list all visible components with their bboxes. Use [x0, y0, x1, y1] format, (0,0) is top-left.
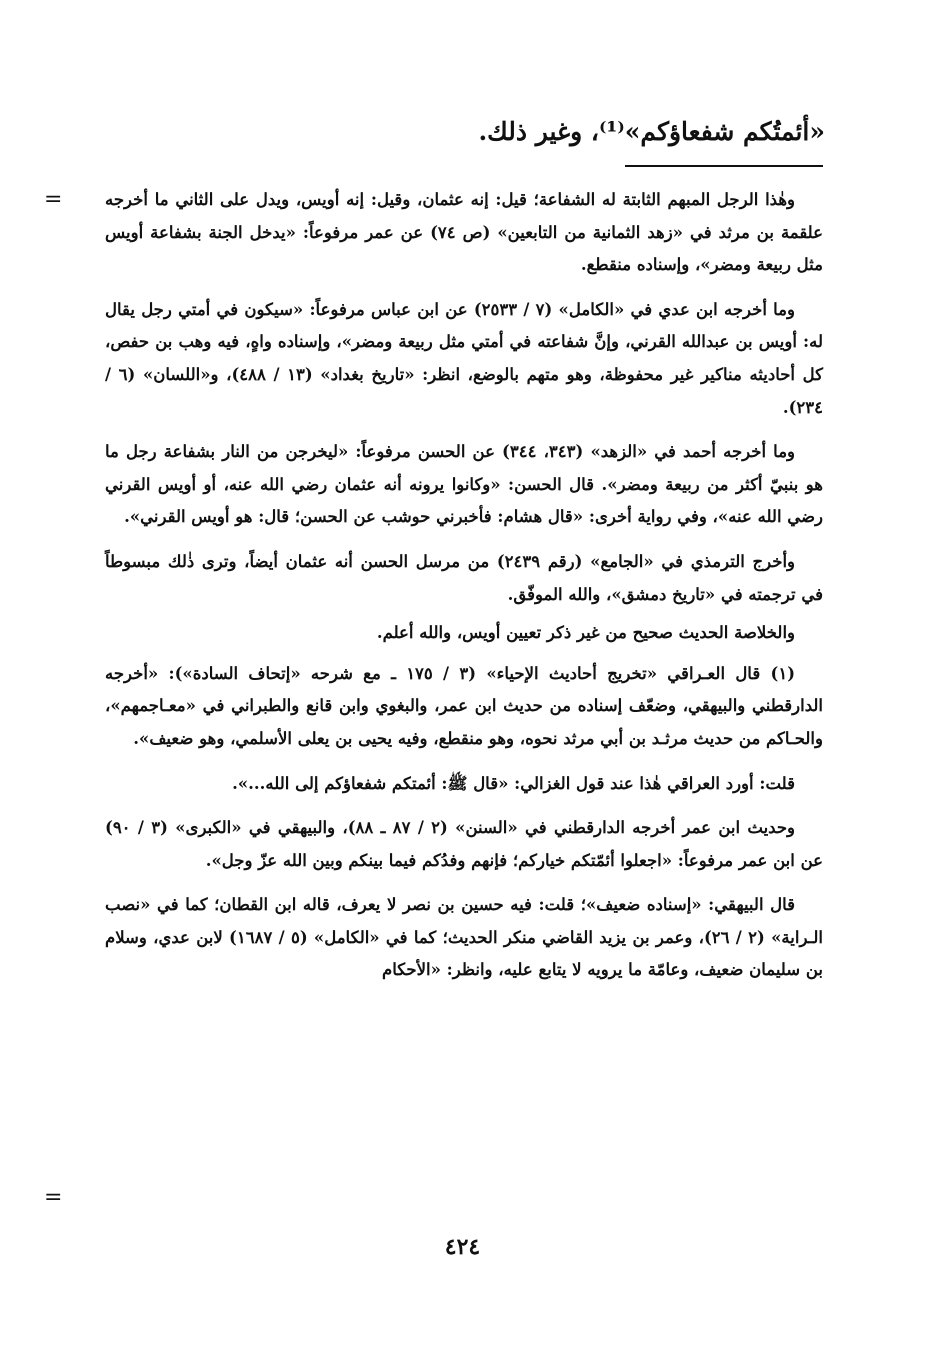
page-number: ٤٢٤ — [444, 1234, 481, 1260]
paragraph: وهٰذا الرجل المبهم الثابتة له الشفاعة؛ قيل: إنه عثمان، وقيل: إنه أويس، ويدل على الثاني ما أخرجه علقمة بن مرثد في «زهد الثمانية من التابعين» (ص ٧٤) عن عمر مرفوعاً: «يدخل الجنة بشفاعة أويس مثل ربيعة ومضر»، وإسناده منقطع. — [105, 190, 823, 275]
page-heading: «أئمتُكم شفعاؤكم»⁽¹⁾، وغير ذلك. — [478, 117, 825, 146]
footnote-paragraph: وحديث ابن عمر أخرجه الدارقطني في «السنن» (٢ / ٨٧ ـ ٨٨)، والبيهقي في «الكبرى» (٣ / ٩٠) عن ابن عمر مرفوعاً: «اجعلوا أئمّتكم خياركم؛ فإنهم وفدُكم فيما بينكم وبين الله عزّ وجل». — [105, 818, 823, 870]
footnote-body — [105, 184, 823, 987]
footnote-separator-rule — [625, 165, 823, 167]
footnote-paragraph: (١) قال العـراقي «تخريج أحاديث الإحياء» (٣ / ١٧٥ ـ مع شرحه «إتحاف السادة»): «أخرجه الدارقطني والبيهقي، وضعّف إسناده من حديث ابن عمر، والبغوي وابن قانع والطبراني في «معـاجمهم»، والحـاكم من حديث مرثـد بن أبي مرثد نحوه، وهو منقطع، وفيه يحيى بن يعلى الأسلمي، وهو ضعيف». — [105, 663, 823, 748]
footnote-paragraph: قلت: أورد العراقي هٰذا عند قول الغزالي: «قال ﷺ: أئمتكم شفعاؤكم إلى الله...». — [232, 773, 795, 793]
paragraph: وما أخرجه ابن عدي في «الكامل» (٧ / ٢٥٣٣) عن ابن عباس مرفوعاً: «سيكون في أمتي رجل يقال له: أويس بن عبدالله القرني، وإنَّ شفاعته في أمتي مثل ربيعة ومضر»، وإسناده واهٍ، فيه وهب بن حفص، كل أحاديثه مناكير غير محفوظة، وهو متهم بالوضع، انظر: «تاريخ بغداد» (١٣ / ٤٨٨)، و«اللسان» (٦ / ٢٣٤). — [105, 299, 823, 417]
footnote-paragraph: قال البيهقي: «إسناده ضعيف»؛ قلت: فيه حسين بن نصر لا يعرف، قاله ابن القطان؛ كما في «نصب الـراية» (٢ / ٢٦)، وعمر بن يزيد القاضي منكر الحديث؛ كما في «الكامل» (٥ / ١٦٨٧) لابن عدي، وسلام بن سليمان ضعيف، وعامّة ما يرويه لا يتابع عليه، وانظر: «الأحكام — [105, 895, 824, 980]
continuation-mark-bottom: = — [44, 1185, 63, 1210]
paragraph: وما أخرجه أحمد في «الزهد» (٣٤٣، ٣٤٤) عن الحسن مرفوعاً: «ليخرجن من النار بشفاعة رجل ما هو بنبيّ أكثر من ربيعة ومضر». قال الحسن: «وكانوا يرونه أنه عثمان رضي الله عنه، أو أويس القرني رضي الله عنه»، وفي رواية أخرى: «قال هشام: فأخبرني حوشب عن الحسن؛ قال: هو أويس القرني». — [105, 442, 823, 527]
continuation-mark-top: = — [44, 187, 63, 212]
conclusion-paragraph: والخلاصة الحديث صحيح من غير ذكر تعيين أويس، والله أعلم. — [376, 623, 795, 643]
paragraph: وأخرج الترمذي في «الجامع» (رقم ٢٤٣٩) من مرسل الحسن أنه عثمان أيضاً، وترى ذٰلك مبسوطاً في ترجمته في «تاريخ دمشق»، والله الموفّق. — [105, 551, 823, 604]
